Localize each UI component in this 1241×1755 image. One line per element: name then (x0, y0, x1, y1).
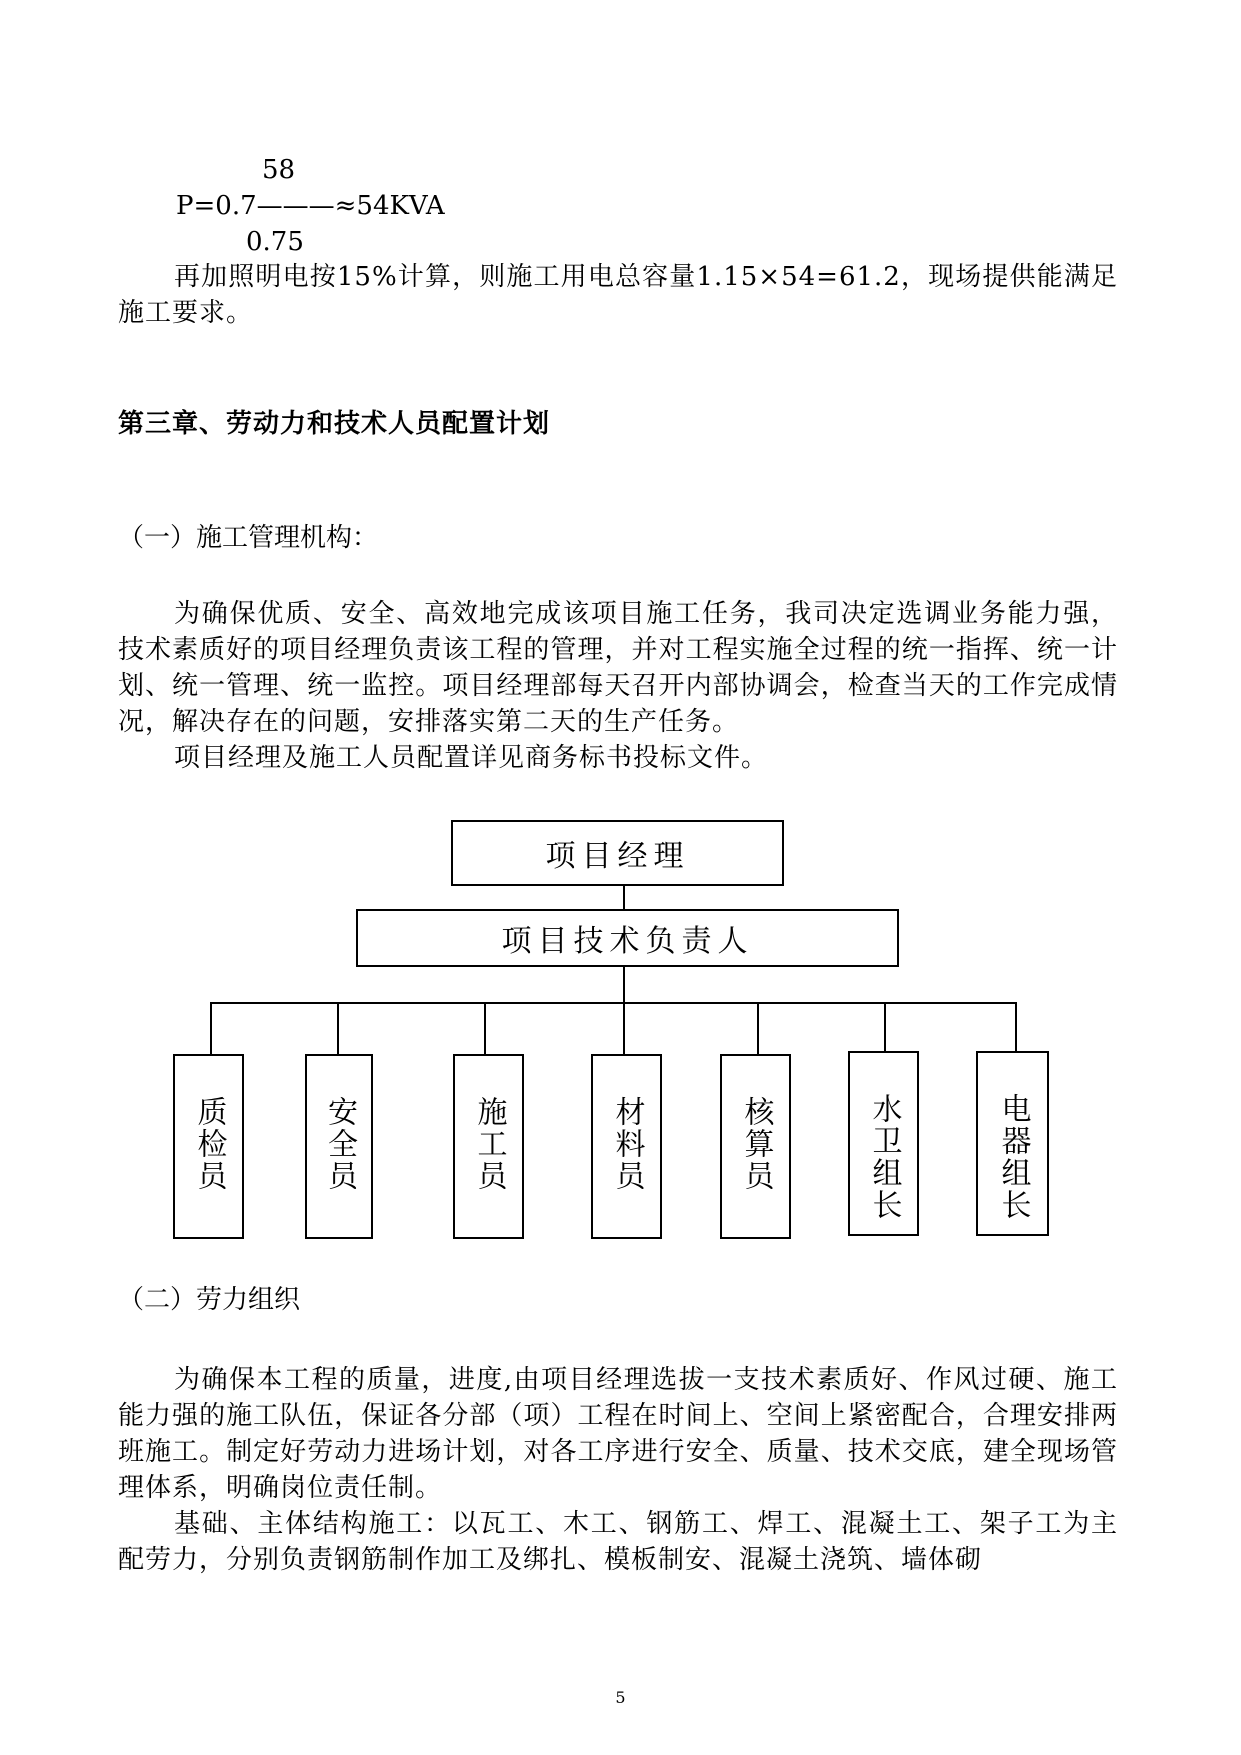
connector-line (484, 1002, 486, 1055)
org-node-construction-officer (453, 1054, 524, 1239)
connector-line (623, 967, 625, 1003)
section1-paragraph-2: 项目经理及施工人员配置详见商务标书投标文件。 (174, 743, 769, 773)
section2-paragraph-1: 为确保本工程的质量，进度,由项目经理选拔一支技术素质好、作风过硬、施工能力强的施工队伍，保证各分部（项）工程在时间上、空间上紧密配合，合理安排两班施工。制定好劳动力进场计划，对各工序进行安全、质量、技术交底，建全现场管理体系，明确岗位责任制。 (118, 1365, 1118, 1503)
org-node-label: 材料员 (609, 1096, 645, 1192)
chapter-title: 第三章、劳动力和技术人员配置计划 (118, 409, 551, 439)
org-node-quality-inspector (173, 1054, 244, 1239)
connector-line (1015, 1002, 1017, 1052)
org-node-label: 核算员 (738, 1096, 774, 1192)
page-number: 5 (615, 1688, 626, 1707)
org-node-technical-lead (356, 909, 899, 967)
section2-paragraph-2: 基础、主体结构施工：以瓦工、木工、钢筋工、焊工、混凝土工、架子工为主配劳力，分别负责钢筋制作加工及绑扎、模板制安、混凝土浇筑、墙体砌 (118, 1509, 1118, 1575)
org-node-materials-officer (591, 1054, 662, 1239)
connector-horizontal-line (210, 1002, 1017, 1004)
org-node-label: 施工员 (471, 1096, 507, 1192)
org-node-electrical-team-leader (976, 1051, 1049, 1236)
connector-line (337, 1002, 339, 1055)
org-node-label: 水卫组长 (866, 1093, 902, 1221)
formula-denominator: 0.75 (246, 227, 304, 257)
org-node-label: 项目经理 (545, 839, 690, 874)
section1-paragraph-1: 为确保优质、安全、高效地完成该项目施工任务，我司决定选调业务能力强，技术素质好的项目经理负责该工程的管理，并对工程实施全过程的统一指挥、统一计划、统一管理、统一监控。项目经理部每天召开内部协调会，检查当天的工作完成情况，解决存在的问题，安排落实第二天的生产任务。 (118, 599, 1118, 737)
org-node-label: 质检员 (191, 1096, 227, 1192)
connector-line (623, 886, 625, 910)
connector-line (884, 1002, 886, 1052)
power-capacity-paragraph: 再加照明电按15%计算，则施工用电总容量1.15×54=61.2，现场提供能满足施工要求。 (118, 262, 1118, 328)
org-node-label: 项目技术负责人 (501, 924, 754, 959)
org-node-accountant (720, 1054, 791, 1239)
org-node-label: 安全员 (322, 1096, 357, 1192)
org-node-plumbing-team-leader (848, 1051, 919, 1236)
connector-line (623, 1002, 625, 1055)
connector-line (757, 1002, 759, 1055)
org-node-project-manager (451, 820, 784, 886)
section2-title: （二）劳力组织 (118, 1285, 301, 1315)
connector-line (210, 1002, 212, 1055)
org-node-safety-officer (305, 1054, 373, 1239)
section1-title: （一）施工管理机构： (118, 523, 379, 553)
formula-numerator: 58 (262, 155, 296, 185)
formula-expression: P=0.7———≈54KVA (176, 191, 445, 221)
org-node-label: 电器组长 (995, 1093, 1031, 1221)
